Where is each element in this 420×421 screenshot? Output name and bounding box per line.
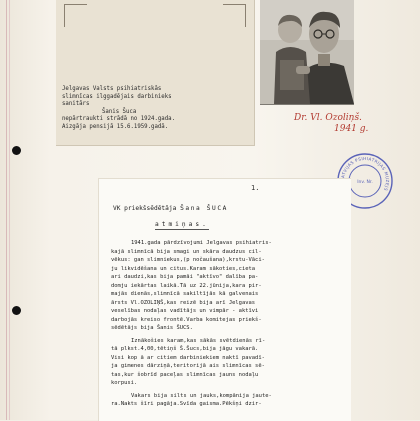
page-number: 1. bbox=[251, 184, 260, 192]
binder-punch-hole-top bbox=[12, 146, 21, 155]
memoir-line: korpusi. bbox=[111, 380, 138, 386]
newspaper-clipping bbox=[56, 0, 255, 146]
photo-corner-right bbox=[223, 4, 246, 27]
clipping-caption bbox=[62, 86, 250, 132]
memoir-line: Iznākošies karam,kas sākās svētdienās rī- bbox=[131, 337, 266, 344]
memoir-paragraph bbox=[111, 337, 347, 388]
memoir-line: tas,kur šobrīd paceļas slimnīcas jauns nodaļu bbox=[111, 371, 259, 378]
photo-image bbox=[260, 0, 354, 104]
memoir-line: Visi kop ā ar citiem darbiniekiem naktī pavadī- bbox=[111, 354, 265, 361]
memoir-line: vēkus: gan slimniekus,(p nočaušana),krstu-Vāci- bbox=[111, 257, 265, 263]
memoir-line: ju likvidēšana un citus.Karam sākoties,cieta bbox=[111, 265, 256, 272]
photo-corner-left bbox=[64, 4, 87, 27]
caption-line: Aizgāja pensijā 15.6.1959.gadā. bbox=[62, 123, 169, 130]
memoir-line: veselības nodaļas vadītājs un vimpār - aktīvi bbox=[111, 308, 259, 314]
caption-line: Šanis Šuca bbox=[102, 108, 137, 115]
memoir-line: ari daudzi,kas bija pamāi "aktīvo" dalība pa- bbox=[111, 274, 259, 280]
stamp-ring-text: ATVIJAS PSIHIATRIJAS MUZEJS bbox=[340, 155, 391, 192]
caption-line: Jelgavas Valsts psihiatriskās bbox=[62, 86, 162, 92]
memoir-title: atmiņas. bbox=[155, 221, 209, 228]
caption-line: sanitārs bbox=[62, 101, 90, 108]
memoir-line: ja gimenes dārziņā,teritorijā ais slimnīcas sē- bbox=[111, 363, 265, 369]
memoir-line: sēdētājs bija Šanis ŠUCS. bbox=[111, 325, 193, 331]
portrait-photo bbox=[260, 0, 354, 105]
memoir-line: 1941.gada pārdzīvojumi Jelgavas psihiatris- bbox=[131, 240, 272, 246]
caption-line: slimnīcas ilggadējais darbinieks bbox=[62, 93, 172, 100]
caption-line: nepārtraukti strādā no 1924.gada. bbox=[62, 116, 175, 123]
binder-punch-hole-bottom bbox=[12, 306, 21, 315]
typed-memoir-sheet bbox=[98, 178, 351, 421]
memoir-body bbox=[111, 239, 347, 413]
memoir-line: Vakars bija silts un jauks,kompānija jaute- bbox=[131, 392, 272, 399]
memoir-paragraph bbox=[111, 239, 347, 333]
red-margin-line-inner bbox=[9, 0, 10, 420]
memoir-line: majās dienās,slimnīcā sakiltījās kā galvenais bbox=[111, 291, 259, 297]
memoir-header bbox=[113, 205, 228, 212]
memoir-line: tā plkst.4,00,tētiņš Š.Šucs,bija jāgu vakarā. bbox=[111, 346, 259, 352]
memoir-line: ārsts Vl.OZOLIŅŠ,kas reizē bija arī Jelgavas bbox=[111, 299, 256, 306]
memoir-line: kajā slimnīcā bija smagi un skāra daudzus cil- bbox=[111, 248, 262, 255]
memoir-line: domju iekārtas laikā.Tā uz 22.jūnija,kara pir- bbox=[111, 282, 262, 289]
memoir-line: darbojās kreiso frontē.Varba komitejas priekš- bbox=[111, 316, 262, 323]
stamp-center-text: Inv. Nr. bbox=[357, 180, 373, 185]
photo-caption-line: Dr. Vl. Ozoliņš. bbox=[294, 113, 362, 123]
memoir-paragraph bbox=[111, 392, 347, 409]
photo-caption-line: 1941 g. bbox=[334, 124, 369, 134]
red-margin-line bbox=[6, 0, 7, 420]
memoir-line: ra.Nakts šīri pagāja.Svīda gaisma.Pēkšņi dzir- bbox=[111, 401, 262, 407]
memoir-header-name: Šana ŠUCA bbox=[180, 205, 229, 212]
memoir-header-prefix: VK priekšsēdētāja bbox=[113, 205, 177, 212]
photo-handwritten-caption bbox=[294, 113, 384, 135]
